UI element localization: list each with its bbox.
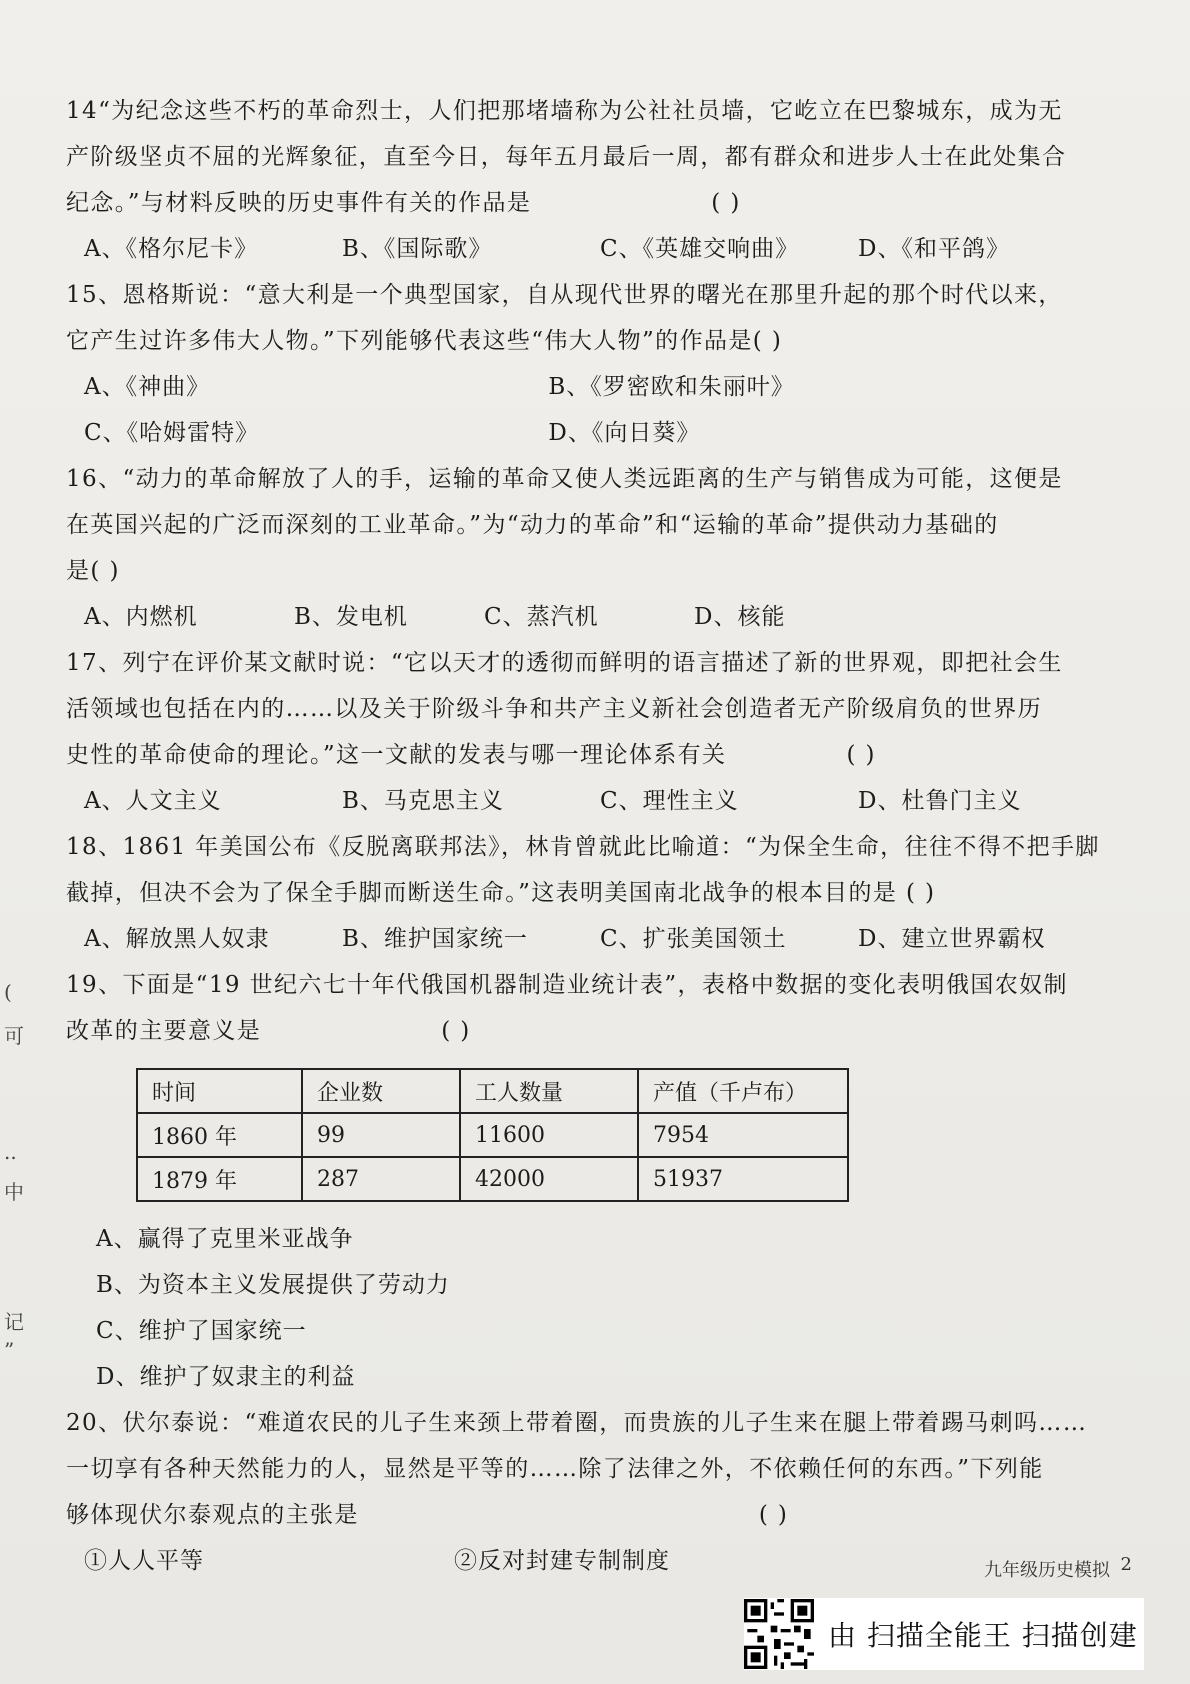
option-b: B、《国际歌》 xyxy=(342,236,493,262)
margin-mark: .. xyxy=(4,1140,17,1164)
answer-parentheses: ( ) xyxy=(711,190,741,216)
question-text-line: 在英国兴起的广泛而深刻的工业革命。”为“动力的革命”和“运输的革命”提供动力基础的 xyxy=(66,512,999,538)
question-text-line: 史性的革命使命的理论。”这一文献的发表与哪一理论体系有关 xyxy=(66,742,727,768)
question-text-line: 它产生过许多伟大人物。”下列能够代表这些“伟大人物”的作品是( ) xyxy=(66,328,783,354)
table-cell: 287 xyxy=(302,1157,460,1201)
options-row xyxy=(66,594,1116,640)
scanner-text: 由 扫描全能王 扫描创建 xyxy=(828,1619,1138,1652)
options-row xyxy=(66,916,1116,962)
statement-row xyxy=(66,1538,1116,1584)
option-b: B、《罗密欧和朱丽叶》 xyxy=(548,374,795,400)
scanner-watermark xyxy=(744,1598,1144,1670)
option-d: D、杜鲁门主义 xyxy=(858,788,1022,814)
options-column xyxy=(66,1216,1116,1400)
question-text-line: 一切享有各种天然能力的人，显然是平等的……除了法律之外，不依赖任何的东西。”下列能 xyxy=(66,1456,1044,1482)
question-20 xyxy=(66,1400,1116,1538)
question-text-line: 活领域也包括在内的……以及关于阶级斗争和共产主义新社会创造者无产阶级肩负的世界历 xyxy=(66,696,1042,722)
margin-mark: ” xyxy=(4,1338,15,1362)
option-c: C、理性主义 xyxy=(600,788,739,814)
table-cell: 11600 xyxy=(460,1113,638,1157)
question-text-line: 截掉，但决不会为了保全手脚而断送生命。”这表明美国南北战争的根本目的是 ( ) xyxy=(66,880,936,906)
option-d: D、核能 xyxy=(694,604,786,630)
question-text-line: 纪念。”与材料反映的历史事件有关的作品是 xyxy=(66,190,532,216)
question-text-line: 20、伏尔泰说：“难道农民的儿子生来颈上带着圈，而贵族的儿子生来在腿上带着踢马刺吗…… xyxy=(66,1410,1088,1436)
option-a: A、人文主义 xyxy=(84,788,222,814)
question-19 xyxy=(66,962,1116,1054)
option-a: A、解放黑人奴隶 xyxy=(84,926,270,952)
page-number: 2 xyxy=(1120,1554,1132,1575)
table-header-cell: 产值（千卢布） xyxy=(638,1069,848,1113)
question-text-line: 改革的主要意义是 xyxy=(66,1018,262,1044)
option-b: B、发电机 xyxy=(294,604,408,630)
option-c: C、《英雄交响曲》 xyxy=(600,236,800,262)
option-b: B、马克思主义 xyxy=(342,788,504,814)
option-a: A、《格尔尼卡》 xyxy=(84,236,259,262)
statement-item: ②反对封建专制制度 xyxy=(454,1548,670,1574)
options-row xyxy=(66,226,1116,272)
answer-parentheses: ( ) xyxy=(441,1018,471,1044)
options-row xyxy=(66,364,1116,410)
table-header-row xyxy=(137,1069,848,1113)
option-a: A、内燃机 xyxy=(84,604,198,630)
table-header-cell: 时间 xyxy=(137,1069,302,1113)
option-b: B、为资本主义发展提供了劳动力 xyxy=(96,1272,450,1298)
question-text-line: 15、恩格斯说：“意大利是一个典型国家，自从现代世界的曙光在那里升起的那个时代以来， xyxy=(66,282,1063,308)
option-c: C、维护了国家统一 xyxy=(96,1318,307,1344)
question-text-line: 18、1861 年美国公布《反脱离联邦法》，林肯曾就此比喻道：“为保全生命，往往不得不把手脚 xyxy=(66,834,1100,860)
table-cell: 99 xyxy=(302,1113,460,1157)
questions-container xyxy=(66,88,1116,1584)
table-header-cell: 企业数 xyxy=(302,1069,460,1113)
option-a: A、《神曲》 xyxy=(84,374,211,400)
question-15 xyxy=(66,272,1116,364)
question-17 xyxy=(66,640,1116,778)
statistics-table xyxy=(136,1068,849,1202)
answer-parentheses: ( ) xyxy=(758,1502,789,1528)
option-a: A、赢得了克里米亚战争 xyxy=(96,1226,354,1252)
options-row xyxy=(66,410,1116,456)
question-text-line: 产阶级坚贞不屈的光辉象征，直至今日，每年五月最后一周，都有群众和进步人士在此处集合 xyxy=(66,144,1067,170)
table-header-cell: 工人数量 xyxy=(460,1069,638,1113)
option-c: C、扩张美国领土 xyxy=(600,926,787,952)
question-text-line: 16、“动力的革命解放了人的手，运输的革命又使人类远距离的生产与销售成为可能，这便是 xyxy=(66,466,1063,492)
options-row xyxy=(66,778,1116,824)
option-d: D、《向日葵》 xyxy=(548,420,701,446)
question-text-line: 够体现伏尔泰观点的主张是 xyxy=(66,1502,359,1528)
qr-code-icon xyxy=(744,1599,814,1669)
margin-mark: ( xyxy=(4,980,12,1004)
table-row xyxy=(137,1113,848,1157)
question-text-line: 19、下面是“19 世纪六七十年代俄国机器制造业统计表”，表格中数据的变化表明俄国农奴制 xyxy=(66,972,1068,998)
table-cell: 51937 xyxy=(638,1157,848,1201)
option-c: C、蒸汽机 xyxy=(484,604,599,630)
option-d: D、维护了奴隶主的利益 xyxy=(96,1364,356,1390)
footer-title: 九年级历史模拟 xyxy=(984,1560,1110,1581)
table-cell: 42000 xyxy=(460,1157,638,1201)
question-text-line: 是( ) xyxy=(66,558,120,584)
option-d: D、建立世界霸权 xyxy=(858,926,1046,952)
question-text-line: 17、列宁在评价某文献时说：“它以天才的透彻而鲜明的语言描述了新的世界观，即把社会生 xyxy=(66,650,1063,676)
option-b: B、维护国家统一 xyxy=(342,926,528,952)
question-18 xyxy=(66,824,1116,916)
question-text-line: 14“为纪念这些不朽的革命烈士，人们把那堵墙称为公社社员墙，它屹立在巴黎城东，成为无 xyxy=(66,98,1063,124)
margin-mark: 中 xyxy=(4,1180,24,1204)
margin-mark: 记 xyxy=(4,1310,24,1334)
option-d: D、《和平鸽》 xyxy=(858,236,1010,262)
question-16 xyxy=(66,456,1116,594)
question-14 xyxy=(66,88,1116,226)
statement-item: ①人人平等 xyxy=(84,1548,204,1574)
table-cell: 1879 年 xyxy=(137,1157,302,1201)
table-cell: 7954 xyxy=(638,1113,848,1157)
margin-mark: 可 xyxy=(4,1024,24,1048)
answer-parentheses: ( ) xyxy=(846,742,876,768)
table-row xyxy=(137,1157,848,1201)
option-c: C、《哈姆雷特》 xyxy=(84,420,260,446)
table-cell: 1860 年 xyxy=(137,1113,302,1157)
